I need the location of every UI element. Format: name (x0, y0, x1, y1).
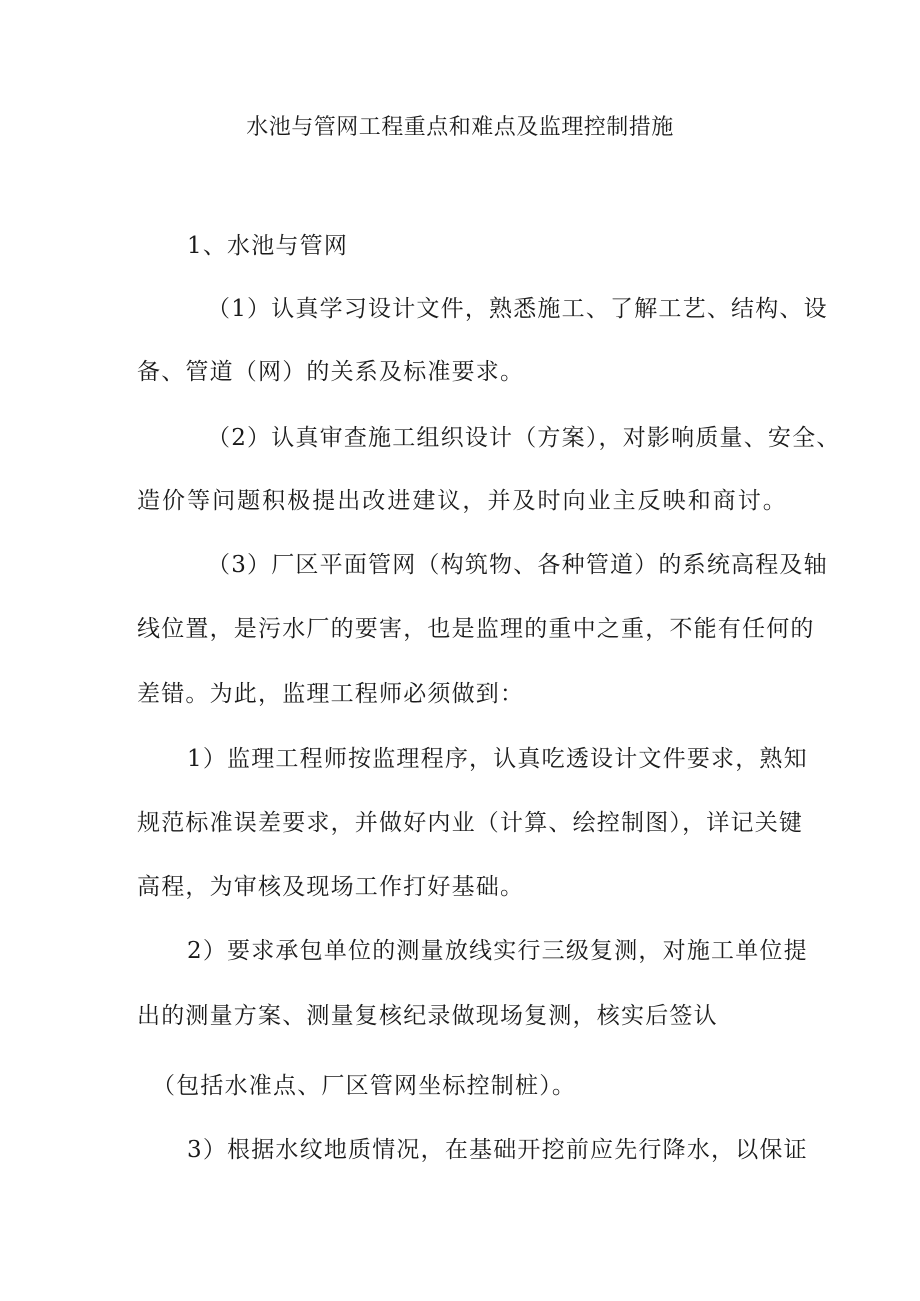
paragraph-line: 高程，为审核及现场工作打好基础。 (137, 874, 525, 900)
paragraph-line: 规范标准误差要求，并做好内业（计算、绘控制图），详记关键 (137, 810, 804, 836)
paragraph-line: 线位置，是污水厂的要害，也是监理的重中之重，不能有任何的 (137, 616, 815, 642)
paragraph-line: 差错。为此，监理工程师必须做到： (137, 681, 525, 707)
paragraph-line: （包括水准点、厂区管网坐标控制桩）。 (152, 1073, 577, 1099)
paragraph-line: 备、管道（网）的关系及标准要求。 (137, 359, 525, 385)
paragraph-line: 1）监理工程师按监理程序，认真吃透设计文件要求，熟知 (187, 746, 808, 772)
paragraph-line: 造价等问题积极提出改进建议，并及时向业主反映和商讨。 (137, 488, 787, 514)
document-title: 水池与管网工程重点和难点及监理控制措施 (246, 115, 674, 140)
paragraph-line: 2）要求承包单位的测量放线实行三级复测，对施工单位提 (187, 938, 808, 964)
paragraph-line: （2）认真审查施工组织设计（方案），对影响质量、安全、 (207, 425, 841, 451)
paragraph-line: （3）厂区平面管网（构筑物、各种管道）的系统高程及轴 (207, 552, 828, 578)
paragraph-line: 出的测量方案、测量复核纪录做现场复测，核实后签认 (137, 1003, 718, 1029)
paragraph-line: 3）根据水纹地质情况，在基础开挖前应先行降水，以保证 (187, 1137, 808, 1163)
paragraph-line: （1）认真学习设计文件，熟悉施工、了解工艺、结构、设 (207, 296, 828, 322)
section-heading: 1、水池与管网 (187, 233, 349, 259)
